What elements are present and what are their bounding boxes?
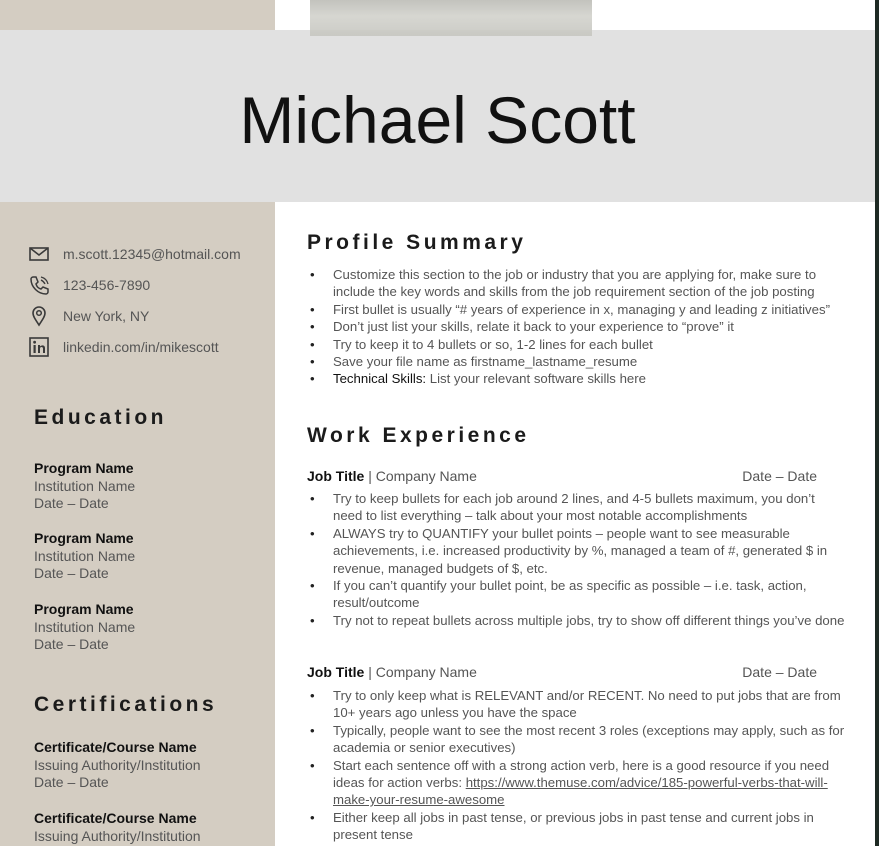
list-item: • Don’t just list your skills, relate it back to your experience to “prove” it	[310, 318, 845, 335]
linkedin-icon	[28, 336, 50, 358]
list-item	[310, 370, 845, 387]
job-title: Job Title	[307, 664, 365, 680]
resume-name: Michael Scott	[239, 83, 636, 157]
list-item: • Try to keep it to 4 bullets or so, 1-2 lines for each bullet	[310, 336, 845, 353]
phone-icon	[28, 274, 50, 296]
job-title: Job Title	[307, 468, 365, 484]
contact-phone	[28, 273, 150, 297]
list-item: • If you can’t quantify your bullet point, be as specific as possible – i.e. task, action, result/outcome	[310, 577, 845, 612]
education-item	[34, 530, 135, 583]
email-text: m.scott.12345@hotmail.com	[63, 246, 241, 262]
program-name: Program Name	[34, 601, 134, 617]
list-item: • First bullet is usually “# years of experience in x, managing y and leading z initiatives”	[310, 301, 845, 318]
linkedin-text: linkedin.com/in/mikescott	[63, 339, 219, 355]
job-bullet-list	[310, 687, 845, 844]
contact-linkedin	[28, 335, 219, 359]
location-pin-icon	[28, 305, 50, 327]
list-item: • Try to only keep what is RELEVANT and/or RECENT. No need to put jobs that are from 10+ years ago unless you have the space	[310, 687, 845, 722]
institution-name: Institution Name	[34, 477, 136, 494]
list-item: • Either keep all jobs in past tense, or previous jobs in past tense and current jobs in present tense	[310, 809, 845, 844]
job-header	[307, 664, 817, 680]
location-text: New York, NY	[63, 308, 150, 324]
list-item: • ALWAYS try to QUANTIFY your bullet points – people want to see measurable achievements, i.e. increased productivity by %, managed a team of #, generated $ in revenue, managed budgets of $, etc.	[310, 525, 845, 577]
education-item	[34, 601, 135, 654]
education-heading: Education	[34, 406, 168, 429]
job-header	[307, 468, 817, 484]
tape-decoration	[310, 0, 592, 36]
certification-date: Date – Date	[34, 774, 109, 790]
program-name: Program Name	[34, 530, 134, 546]
action-verb-tip: Start each sentence off with a strong action verb, here is a good resource if you need ideas for action verbs:	[333, 757, 830, 791]
list-item: • Try to keep bullets for each job around 2 lines, and 4-5 bullets maximum, you don’t need to list everything – talk about your most notable accomplishments	[310, 490, 845, 525]
institution-name: Institution Name	[34, 547, 136, 564]
job-bullet-list	[310, 490, 845, 629]
profile-bullet-list	[310, 266, 845, 388]
list-item: • Customize this section to the job or industry that you are applying for, make sure to include the key words and skills from the job requirement section of the job posting	[310, 266, 845, 301]
list-item: • Try not to repeat bullets across multiple jobs, try to show off different things you’ve done	[310, 612, 845, 629]
list-item	[310, 757, 845, 809]
job-date: Date – Date	[742, 664, 817, 680]
list-item: • Save your file name as firstname_lastname_resume	[310, 353, 845, 370]
work-experience-heading: Work Experience	[307, 424, 530, 447]
program-name: Program Name	[34, 460, 134, 476]
certificate-name: Certificate/Course Name	[34, 739, 197, 755]
technical-skills-text: List your relevant software skills here	[426, 371, 646, 387]
mail-icon	[28, 243, 50, 265]
certification-item	[34, 810, 201, 845]
company-name: | Company Name	[364, 468, 477, 484]
issuing-authority: Issuing Authority/Institution	[34, 756, 201, 773]
certification-item	[34, 739, 201, 792]
contact-email	[28, 242, 241, 266]
education-date: Date – Date	[34, 565, 109, 581]
institution-name: Institution Name	[34, 618, 136, 635]
phone-text: 123-456-7890	[63, 277, 151, 293]
education-date: Date – Date	[34, 495, 109, 511]
list-item: • Typically, people want to see the most recent 3 roles (exceptions may apply, such as for academia or senior executives)	[310, 722, 845, 757]
action-verbs-link[interactable]: https://www.themuse.com/advice/185-powerful-verbs-that-will-make-your-resume-awesome	[333, 775, 828, 808]
issuing-authority: Issuing Authority/Institution	[34, 827, 201, 844]
certifications-heading: Certifications	[34, 693, 218, 716]
education-date: Date – Date	[34, 636, 109, 652]
education-item	[34, 460, 135, 513]
company-name: | Company Name	[364, 664, 477, 680]
job-date: Date – Date	[742, 468, 817, 484]
certificate-name: Certificate/Course Name	[34, 810, 197, 826]
contact-location	[28, 304, 149, 328]
technical-skills-label: Technical Skills:	[333, 371, 427, 387]
profile-summary-heading: Profile Summary	[307, 231, 527, 254]
